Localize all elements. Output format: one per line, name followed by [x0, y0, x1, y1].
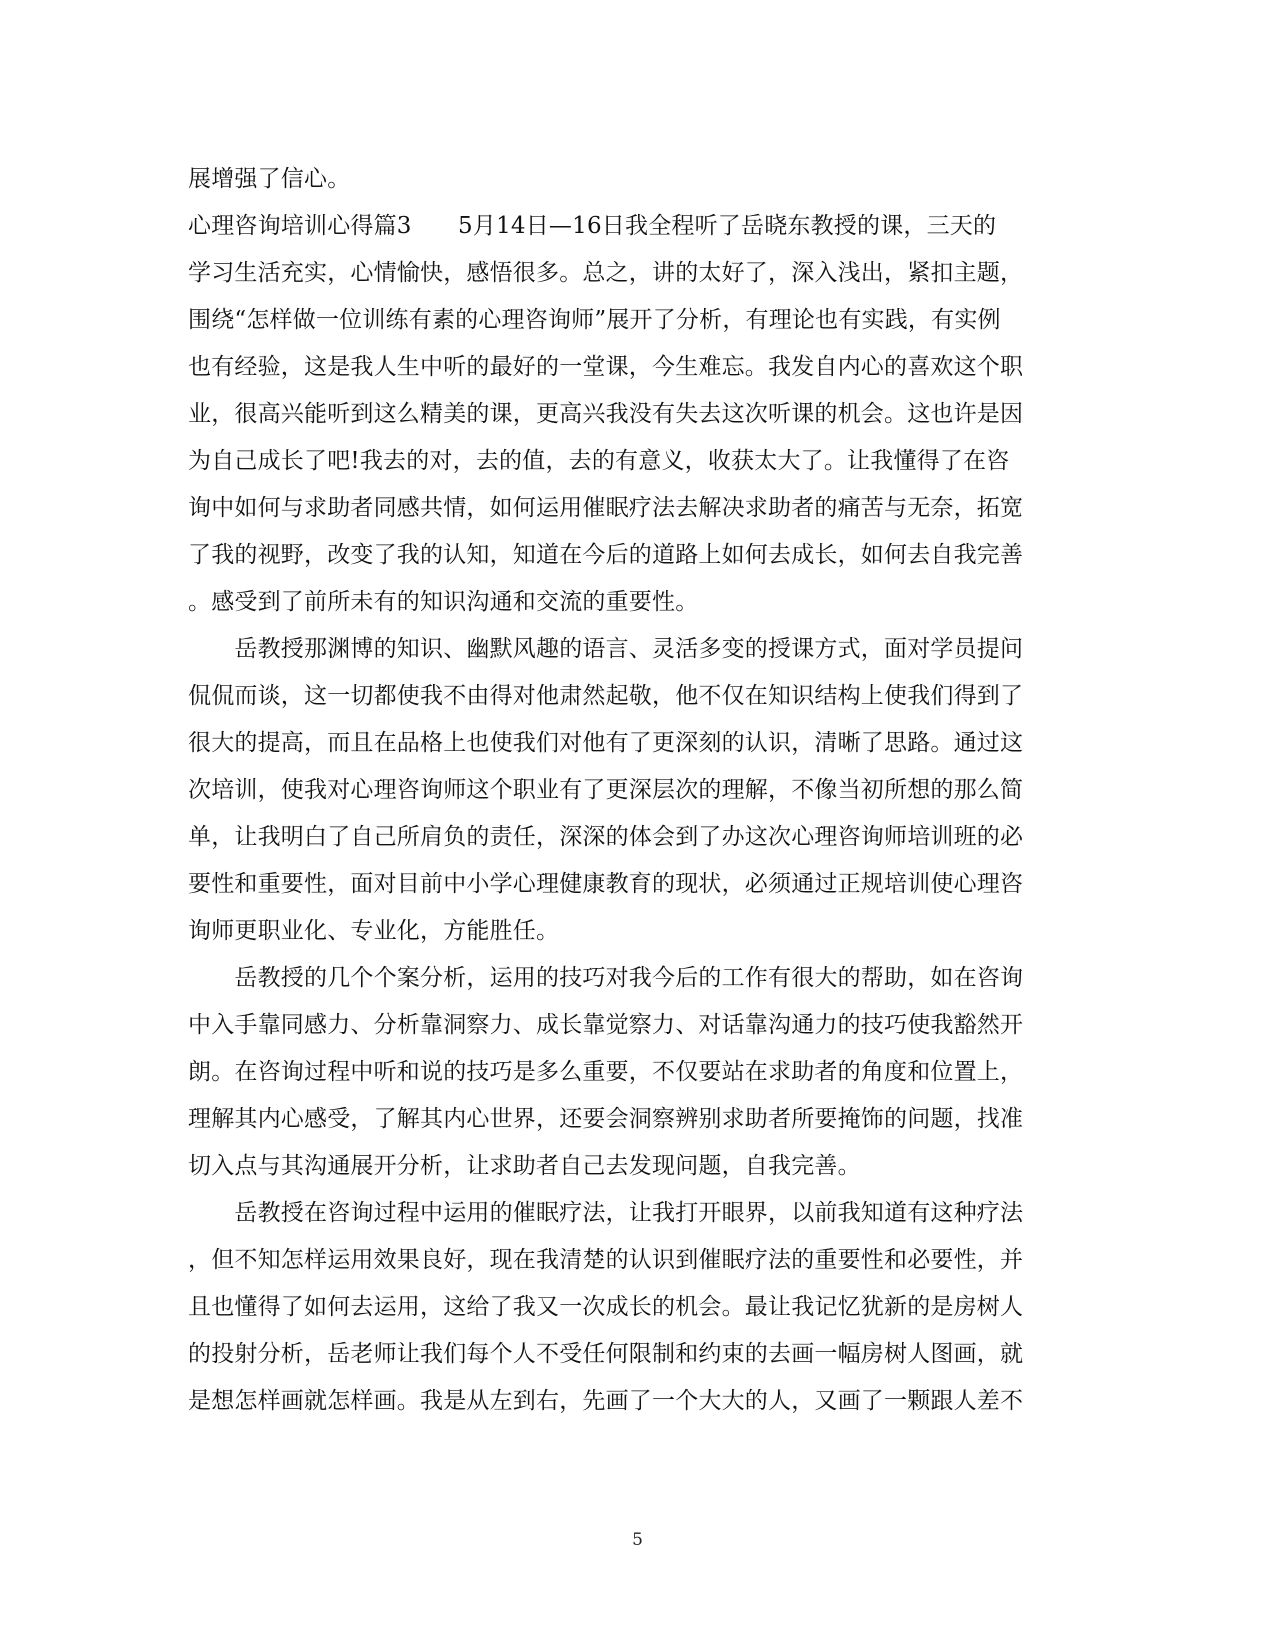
text-line: 朗。在咨询过程中听和说的技巧是多么重要，不仅要站在求助者的角度和位置上， — [188, 1059, 1024, 1085]
text-line: 是想怎样画就怎样画。我是从左到右，先画了一个大大的人，又画了一颗跟人差不 — [188, 1388, 1024, 1414]
text-line: 次培训，使我对心理咨询师这个职业有了更深层次的理解，不像当初所想的那么简 — [188, 777, 1024, 803]
text-line: 询中如何与求助者同感共情，如何运用催眠疗法去解决求助者的痛苦与无奈，拓宽 — [188, 495, 1024, 521]
text-line: 岳教授的几个个案分析，运用的技巧对我今后的工作有很大的帮助，如在咨询 — [188, 965, 1024, 991]
text-line: 询师更职业化、专业化，方能胜任。 — [188, 918, 560, 944]
text-line: 了我的视野，改变了我的认知，知道在今后的道路上如何去成长，如何去自我完善 — [188, 542, 1024, 568]
text-line: 侃侃而谈，这一切都使我不由得对他肃然起敬，他不仅在知识结构上使我们得到了 — [188, 683, 1024, 709]
text-line: 且也懂得了如何去运用，这给了我又一次成长的机会。最让我记忆犹新的是房树人 — [188, 1294, 1024, 1320]
text-line: 理解其内心感受，了解其内心世界，还要会洞察辨别求助者所要掩饰的问题，找准 — [188, 1106, 1024, 1132]
text-line: 的投射分析，岳老师让我们每个人不受任何限制和约束的去画一幅房树人图画，就 — [188, 1341, 1024, 1367]
text-line: 切入点与其沟通展开分析，让求助者自己去发现问题，自我完善。 — [188, 1153, 861, 1179]
text-line: 很大的提高，而且在品格上也使我们对他有了更深刻的认识，清晰了思路。通过这 — [188, 730, 1024, 756]
text-line: 单，让我明白了自己所肩负的责任，深深的体会到了办这次心理咨询师培训班的必 — [188, 824, 1024, 850]
text-line: 展增强了信心。 — [188, 166, 351, 192]
text-line: 心理咨询培训心得篇3 5月14日—16日我全程听了岳晓东教授的课，三天的 — [188, 213, 997, 239]
text-line: 。感受到了前所未有的知识沟通和交流的重要性。 — [188, 589, 699, 615]
text-line: 为自己成长了吧!我去的对，去的值，去的有意义，收获太大了。让我懂得了在咨 — [188, 448, 1010, 474]
text-line: 岳教授那渊博的知识、幽默风趣的语言、灵活多变的授课方式，面对学员提问 — [188, 636, 1024, 662]
text-line: 要性和重要性，面对目前中小学心理健康教育的现状，必须通过正规培训使心理咨 — [188, 871, 1024, 897]
text-line: ，但不知怎样运用效果良好，现在我清楚的认识到催眠疗法的重要性和必要性，并 — [188, 1247, 1024, 1273]
text-line: 学习生活充实，心情愉快，感悟很多。总之，讲的太好了，深入浅出，紧扣主题， — [188, 260, 1024, 286]
text-line: 围绕“怎样做一位训练有素的心理咨询师”展开了分析，有理论也有实践，有实例 — [188, 307, 1001, 333]
text-line: 中入手靠同感力、分析靠洞察力、成长靠觉察力、对话靠沟通力的技巧使我豁然开 — [188, 1012, 1024, 1038]
page-number: 5 — [632, 1530, 643, 1550]
text-line: 业，很高兴能听到这么精美的课，更高兴我没有失去这次听课的机会。这也许是因 — [188, 401, 1024, 427]
text-line: 也有经验，这是我人生中听的最好的一堂课，今生难忘。我发自内心的喜欢这个职 — [188, 354, 1024, 380]
text-line: 岳教授在咨询过程中运用的催眠疗法，让我打开眼界，以前我知道有这种疗法 — [188, 1200, 1024, 1226]
